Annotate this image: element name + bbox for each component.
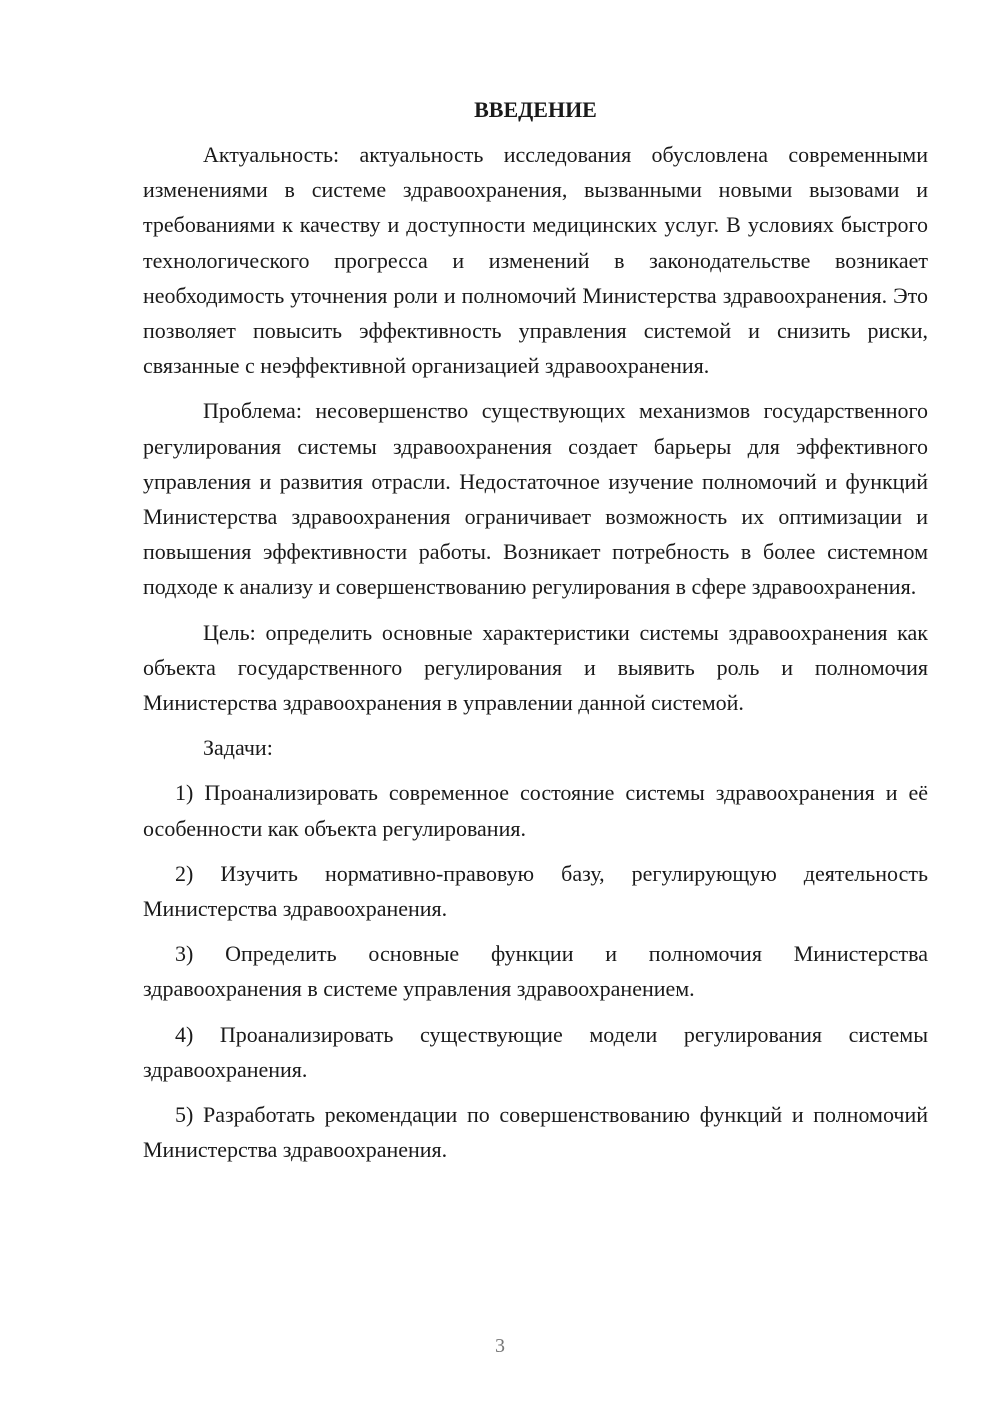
paragraph-goal: Цель: определить основные характеристики системы здравоохранения как объекта государственного регулирования и выявить роль и полномочия Министерства здравоохранения в управлении данной системой. <box>143 619 928 716</box>
task-item-3: 3) Определить основные функции и полномочия Министерства здравоохранения в системе управления здравоохранением. <box>143 941 928 1002</box>
paragraph-relevance: Актуальность: актуальность исследования обусловлена современными изменениями в системе здравоохранения, вызванными новыми вызовами и требованиями к качеству и доступности медицинских услуг. В условиях быстрого технологического прогресса и изменений в законодательстве возникает необходимость уточнения роли и полномочий Министерства здравоохранения. Это позволяет повысить эффективность управления системой и снизить риски, связанные с неэффективной организацией здравоохранения. <box>143 142 928 379</box>
page-number: 3 <box>495 1335 505 1357</box>
task-item-5: 5) Разработать рекомендации по совершенствованию функций и полномочий Министерства здравоохранения. <box>143 1102 928 1163</box>
task-item-2: 2) Изучить нормативно-правовую базу, регулирующую деятельность Министерства здравоохранения. <box>143 860 928 922</box>
paragraph-problem: Проблема: несовершенство существующих механизмов государственного регулирования системы здравоохранения создает барьеры для эффективного управления и развития отрасли. Недостаточное изучение полномочий и функций Министерства здравоохранения ограничивает возможность их оптимизации и повышения эффективности работы. Возникает потребность в более системном подходе к анализу и совершенствованию регулирования в сфере здравоохранения. <box>143 398 928 600</box>
tasks-heading: Задачи: <box>203 735 273 761</box>
document-page <box>143 95 928 1167</box>
task-item-1: 1) Проанализировать современное состояние системы здравоохранения и её особенности как объекта регулирования. <box>143 780 928 841</box>
task-item-4: 4) Проанализировать существующие модели регулирования системы здравоохранения. <box>143 1021 928 1082</box>
page-title: ВВЕДЕНИЕ <box>474 97 597 122</box>
